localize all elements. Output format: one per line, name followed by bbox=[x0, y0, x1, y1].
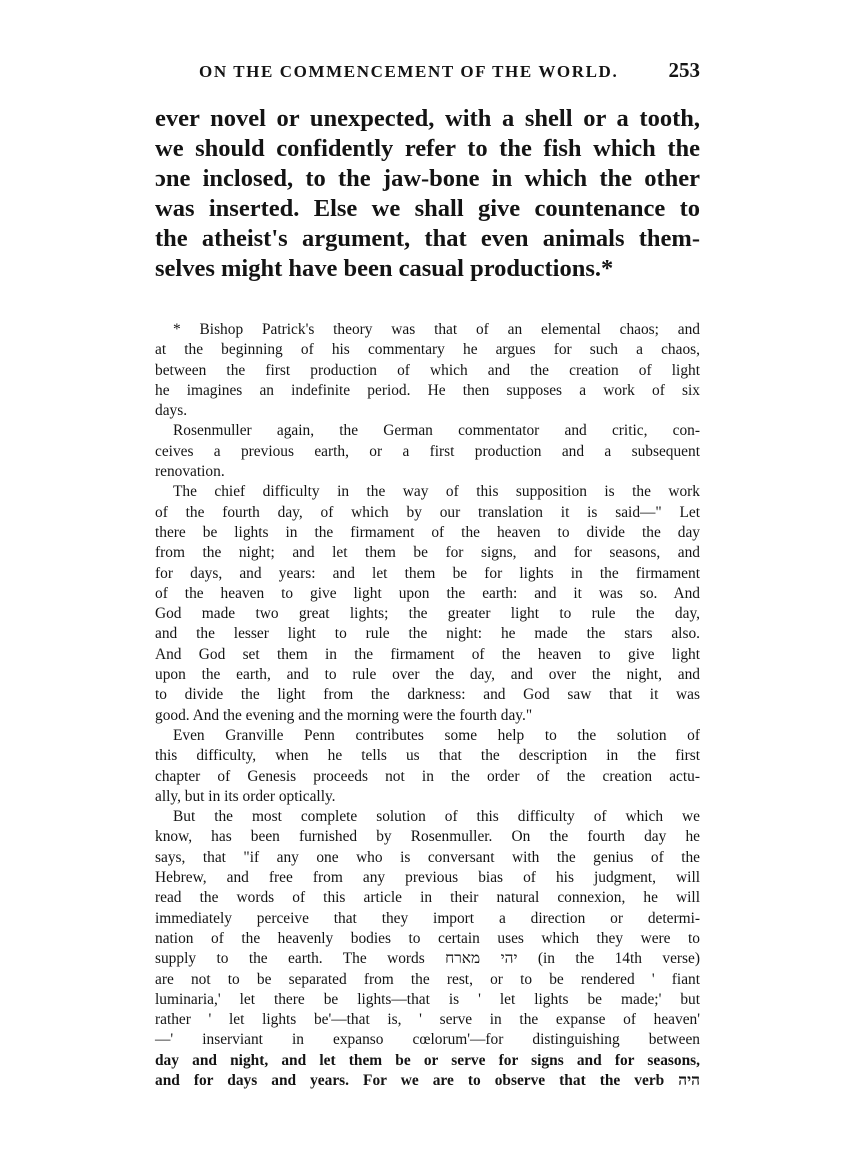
footnote-line: The chief difficulty in the way of this supposition is the work bbox=[173, 483, 700, 501]
footnote-line: Hebrew, and free from any previous bias of his judgment, will bbox=[155, 869, 700, 887]
footnote-line: renovation. bbox=[155, 463, 225, 481]
main-text-line: we should confidently refer to the fish which the bbox=[155, 135, 700, 162]
footnote-line: And God set them in the firmament of the heaven to give light bbox=[155, 645, 700, 663]
footnote-line: ally, but in its order optically. bbox=[155, 787, 336, 805]
page-number: 253 bbox=[668, 58, 700, 82]
footnote-line: chapter of Genesis proceeds not in the order of the creation actu- bbox=[155, 767, 700, 785]
footnote-line: day and night, and let them be or serve for signs and for seasons, bbox=[155, 1051, 700, 1069]
book-page bbox=[155, 58, 700, 1091]
footnote-line: good. And the evening and the morning were the fourth day." bbox=[155, 706, 533, 724]
footnote-line: he imagines an indefinite period. He then supposes a work of six bbox=[155, 381, 700, 399]
main-text-line: selves might have been casual productions.* bbox=[155, 255, 614, 282]
footnote-line: at the beginning of his commentary he argues for such a chaos, bbox=[155, 341, 700, 359]
footnote-line: this difficulty, when he tells us that the description in the first bbox=[155, 747, 700, 765]
footnote-line: upon the earth, and to rule over the day, and over the night, and bbox=[155, 666, 700, 684]
footnote-line: know, has been furnished by Rosenmuller. On the fourth day he bbox=[155, 828, 700, 846]
main-text-line: ever novel or unexpected, with a shell or a tooth, bbox=[155, 105, 700, 132]
footnote-line: But the most complete solution of this difficulty of which we bbox=[173, 808, 700, 826]
footnote-line: rather ' let lights be'—that is, ' serve in the expanse of heaven' bbox=[155, 1011, 700, 1029]
footnote-line: immediately perceive that they import a direction or determi- bbox=[155, 909, 700, 927]
footnote-line: for days, and years: and let them be for lights in the firmament bbox=[155, 564, 700, 582]
main-text bbox=[155, 104, 700, 284]
footnote-line: luminaria,' let there be lights—that is ' let lights be made;' but bbox=[155, 990, 700, 1008]
footnote-line: * Bishop Patrick's theory was that of an elemental chaos; and bbox=[173, 321, 700, 338]
main-text-line: was inserted. Else we shall give countenance to bbox=[155, 195, 700, 222]
footnote-line: God made two great lights; the greater light to rule the day, bbox=[155, 605, 700, 623]
footnote-line: from the night; and let them be for signs, and for seasons, and bbox=[155, 544, 700, 562]
footnote-line: between the first production of which and the creation of light bbox=[155, 361, 700, 379]
main-text-line: the atheist's argument, that even animals them- bbox=[155, 225, 700, 252]
footnote-line: Rosenmuller again, the German commentator and critic, con- bbox=[173, 422, 700, 440]
footnote-line: supply to the earth. The words יהי מארח (in the 14th verse) bbox=[155, 950, 700, 968]
footnote-line: and for days and years. For we are to observe that the verb היה bbox=[155, 1071, 700, 1089]
footnote-line: of the heaven to give light upon the earth: and it was so. And bbox=[155, 584, 700, 602]
footnote-line: ceives a previous earth, or a first production and a subsequent bbox=[155, 442, 700, 460]
main-text-line: ɔne inclosed, to the jaw-bone in which the other bbox=[155, 165, 700, 192]
running-head-title: ON THE COMMENCEMENT OF THE WORLD. bbox=[199, 62, 619, 81]
footnote-line: nation of the heavenly bodies to certain uses which they were to bbox=[155, 929, 700, 947]
footnote-line: —' inserviant in expanso cœlorum'—for distinguishing between bbox=[155, 1031, 700, 1049]
footnote-line: says, that "if any one who is conversant with the genius of the bbox=[155, 848, 700, 866]
footnote-line: there be lights in the firmament of the heaven to divide the day bbox=[155, 523, 700, 541]
footnote-line: days. bbox=[155, 402, 188, 420]
footnote-line: and the lesser light to rule the night: he made the stars also. bbox=[155, 625, 700, 643]
footnote-line: are not to be separated from the rest, or to be rendered ' fiant bbox=[155, 970, 700, 988]
footnote-line: of the fourth day, of which by our translation it is said—" Let bbox=[155, 503, 700, 521]
footnote-line: read the words of this article in their natural connexion, he will bbox=[155, 889, 700, 907]
footnote bbox=[155, 320, 700, 1091]
footnote-line: to divide the light from the darkness: and God saw that it was bbox=[155, 686, 700, 704]
footnote-line: Even Granville Penn contributes some help to the solution of bbox=[173, 726, 700, 744]
running-head bbox=[199, 58, 700, 94]
